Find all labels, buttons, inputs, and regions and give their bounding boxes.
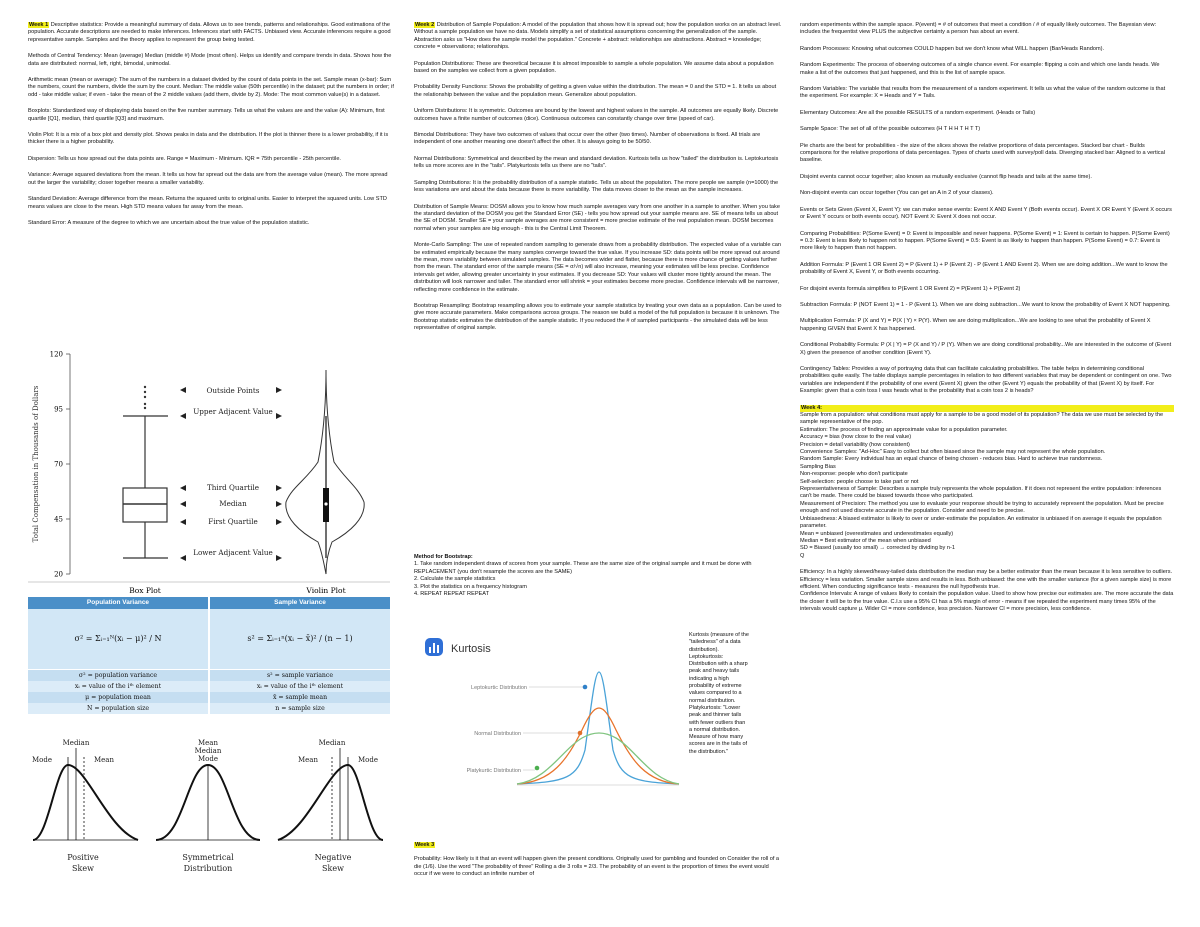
annotation-labels: [193, 386, 273, 557]
week4-highlight: Week 4:: [800, 405, 1174, 412]
paragraph: [800, 126, 1174, 133]
paragraph-text: random experiments within the sample space. P(event) = # of outcomes that meet a condition / # of equally likely outcomes. The Bayesian view: includes the frequentist view PLUS the subjective certainty a person has about an event.: [800, 22, 1157, 36]
population-variance-formula: σ² = Σᵢ₌₁ᴺ(xᵢ − μ)² / N: [28, 609, 208, 669]
paragraph: [800, 143, 1174, 165]
week4-line: Median = Best estimator of the mean when unbiased: [800, 537, 931, 544]
week4-line: Representativeness of Sample: Describes a sample truly represents the whole population. If it does not represent the entire population: inferences can't be made. There could be biased towards those who participated.: [800, 486, 1162, 500]
paragraph: [28, 53, 394, 68]
paragraph-text: Distribution of Sample Population: A model of the population that shows how it is spread out; how the population works on an abstract level. Without a sample population we have no data. Models simplify a set of statistical assumptions concerning the generalization of the sample. Abstraction asks us "How does the sample model the population." Concrete + abstract: relationships are abstractions. Abstract = knowledge; concrete = observations; relationships.: [414, 22, 782, 51]
neg-caption-2: Skew: [322, 864, 344, 873]
paragraph-text: Descriptive statistics: Provide a meaningful summary of data. Allows us to see trends, patterns and relationships. Good estimations of the population. Accurate descriptions are needed to make inferences. Inferences start with FACTS. Unbiased view. Accurate inferences require a good representative sample. Samples and the theory applies to represent the group being tested.: [28, 22, 391, 43]
y-axis-label: Total Compensation in Thousands of Dollars: [32, 385, 40, 543]
platykurtic-curve: [517, 733, 679, 784]
paragraph: [28, 196, 394, 211]
paragraph-text: Non-disjoint events can occur together (You can get an A in 2 of your classes).: [800, 190, 994, 197]
week4-section: [800, 405, 1174, 561]
y-tick-label: 70: [54, 460, 63, 469]
paragraph-text: Disjoint events cannot occur together; also known as mutually exclusive (cannot flip heads and tails at the same time).: [800, 173, 1092, 180]
paragraph: [414, 303, 782, 333]
label-median: Median: [219, 499, 247, 508]
leptokurtic-label: Leptokurtic Distribution: [471, 685, 527, 691]
paragraph-text: Comparing Probabilities: P(Some Event) = 0: Event is impossible and never happens. P(Some Event) = 1: Event is certain to happen. P(Some Event) = 0.3: Event is less likely to happen not to happen. P(Some Event) = 0.5: Event is as likely to happen than happen. P(Some Event) = 0.7: Event is more likely to happen than not happen.: [800, 230, 1170, 252]
efficiency-paragraph: Efficiency: In a highly skewed/heavy-tailed data distribution the median may be a better estimator than the mean because it is less sensitive to outliers. Efficiency = less variation. Smaller sample sizes and results in less. Both unbiased: the one with the smaller variance (for a given sample size) is more efficient. When conducting significance tests - measures the null hypothesis true.: [800, 569, 1173, 590]
week3-section: [414, 842, 782, 888]
paragraph: [800, 302, 1174, 309]
pos-caption-1: Positive: [67, 853, 99, 862]
week4-line: Measurement of Precision: The method you use to evaluate your response should be trying to accurately represent the population. Must be precise enough and not used discrete accurate in the population. Consider and need to be precise.: [800, 500, 1164, 515]
label-third-quartile: Third Quartile: [206, 483, 260, 492]
sample-variance-formula: s² = Σᵢ₌₁ⁿ(xᵢ − x̄)² / (n − 1): [210, 609, 390, 669]
sym-mean-label: Mean: [198, 739, 218, 747]
paragraph: [800, 22, 1174, 37]
paragraph-text: Random Experiments: The process of observing outcomes of a single chance event. For example: flipping a coin and which one lands heads. We make a list of the outcomes that just happened, and this is the list of sample space.: [800, 62, 1160, 76]
week4-line: Unbiasedness: A biased estimator is likely to over or under-estimate the population. An estimator is unbiased if on average it equals the population parameter.: [800, 515, 1162, 530]
paragraph: [414, 22, 782, 52]
paragraph: [414, 108, 782, 123]
paragraph-text: Bootstrap Resampling: Bootstrap resampling allows you to estimate your sample statistics by treating your own data as a population. Can be used to give more accurate parameters. Make comparisons across groups. The reason we build a model of the full population is because it is unknown. The Bootstrap statistic estimates the distribution of the sample statistic. If you reduced the # of sampled participants - the simulated data will be less representative of original sample.: [414, 302, 782, 332]
paragraph-text: Normal Distributions: Symmetrical and described by the mean and standard deviation. Kurtosis tells us how "tailed" the distribution is. Leptokurtosis tells us more scores are in the "tails". Platykurtosis tells us there are no "tails".: [414, 155, 779, 170]
sym-median-label: Median: [194, 747, 222, 755]
sample-row: s² = sample variance: [210, 670, 390, 681]
paragraph-text: Random Variables: The variable that results from the measurement of a random experiment. It tells us what the value of the random outcome is that the experiment. For example: X = Heads and Y = Tails.: [800, 86, 1166, 100]
week4-line: SD = Biased (usually too small) → corrected by dividing by n-1: [800, 545, 955, 552]
y-tick-label: 45: [54, 515, 63, 524]
paragraph-text: Addition Formula: P (Event 1 OR Event 2) = P (Event 1) + P (Event 2) - P (Event 1 AND Event 2). When we are doing addition...We want to know the probability of Event X, Event Y, or Both events occurring.: [800, 261, 1168, 276]
paragraph-text: Methods of Central Tendency: Mean (average) Median (middle #) Mode (most often). Helps us identify and compare trends in data. Shows how the data are distributed: normal, left, right, bimodal, unimodal.: [28, 53, 392, 67]
week4-line: Mean = unbiased (overestimates and underestimates equally): [800, 530, 954, 537]
bootstrap-step: 1. Take random independent draws of scores from your sample. These are the same size of the original sample and it must be done with REPLACEMENT (you don't resample the scores are the SAME): [414, 561, 752, 575]
paragraph: [28, 220, 394, 227]
week-highlight: Week 1: [29, 22, 49, 28]
pop-row: μ = population mean: [28, 692, 208, 703]
paragraph: [800, 62, 1174, 77]
paragraph-text: Bimodal Distributions: They have two outcomes of values that occur over the other (two times). Number of observations is fixed. All trials are independent of one another meaning one doesn't affect the other. It is always going to be 50/50.: [414, 132, 761, 146]
x-label-box-plot: Box Plot: [129, 586, 161, 595]
pop-row: σ² = population variance: [28, 670, 208, 681]
label-first-quartile: First Quartile: [208, 517, 258, 526]
column-2: [414, 22, 782, 342]
paragraph: [800, 262, 1174, 277]
paragraph-text: Distribution of Sample Means: DOSM allows you to know how much sample averages vary from one another in a sample to another. When you take the standard deviation of the DOSM you get the Standard Error (SE) - tells you how spread out your sample means are. SE of means tells us about the SE of DOSM. Smaller SE = your sample averages are more consistent = more precise estimate of the real population mean. DOSM becomes normal when your samples are big enough - this is the Central Limit Theorem.: [414, 203, 780, 232]
confidence-paragraph: Confidence Intervals: A range of values likely to contain the population value. Used to show how precise our estimates are. The more accurate the data the closer it will be to the true value. C.I.s use a 95% CI has a 5% margin of error - means if we repeated the experiment many times 95% of the intervals would capture μ. Wider CI = more confidence, less precision. Narrower CI = more precision, less confidence.: [800, 591, 1174, 613]
paragraph: [800, 207, 1174, 222]
neg-caption-1: Negative: [314, 853, 352, 862]
variance-table: [28, 597, 390, 717]
box-violin-plot: [28, 342, 390, 598]
pos-median-label: Median: [62, 739, 90, 747]
paragraph: [28, 156, 394, 163]
sym-caption-1: Symmetrical: [182, 853, 234, 862]
sample-row: x̄ = sample mean: [210, 692, 390, 703]
column-1: [28, 22, 394, 236]
week3-text: Probability: How likely is it that an event will happen given the present conditions. Originally used for gambling and founded on Consider the roll of a die (1/6). Use the word "The probability of three" Rolling a die 3 rolls = 2/3. The probability of an event is the proportion of times the event would occur if we were to conduct an infinite number of: [414, 856, 780, 878]
bootstrap-title: Method for Bootstrap:: [414, 554, 473, 560]
paragraph-text: Sample Space: The set of all of the possible outcomes (H T H H T H T T): [800, 126, 981, 133]
paragraph: [800, 174, 1174, 181]
kurtosis-title: Kurtosis: [451, 643, 491, 655]
paragraph: [28, 22, 394, 44]
paragraph: [800, 86, 1174, 101]
sample-row: xᵢ = value of the iᵗʰ element: [210, 681, 390, 692]
paragraph-text: Pie charts are the best for probabilities - the size of the slices shows the relative proportions of data percentages. Stacked bar chart - Builds comparisons for the relative proportions of data percentages. Types of charts used with survey/poll data. Diverging stacked bar: Aligned to a vertical baseline.: [800, 142, 1165, 164]
week4-line: Accuracy = bias (how close to the real value): [800, 434, 912, 441]
positive-skew-curve: [33, 765, 138, 840]
leptokurtic-curve: [517, 672, 679, 784]
y-tick-label: 20: [54, 570, 63, 579]
neg-median-label: Median: [318, 739, 346, 747]
header-population-variance: Population Variance: [28, 597, 208, 609]
kurtosis-note: Kurtosis (measure of the "tailedness" of a data distribution). Leptokurtosis: Distribution with a sharp peak and heavy tails indicating a high probability of extreme values compared to a normal distribution. Platykurtosis: "Lower peak and thinner tails with fewer outliers than a normal distribution. Measure of how many scores are in the tails of the distribution.": [689, 632, 749, 755]
platykurtic-label: Platykurtic Distribution: [466, 768, 521, 774]
paragraph-text: Violin Plot: It is a mix of a box plot and density plot. Shows peaks in data and the distribution. If the plot is thinner there is a lower probability, if it is thicker there is a higher probability.: [28, 132, 389, 146]
paragraph: [800, 318, 1174, 333]
paragraph: [800, 342, 1174, 357]
paragraph-text: Multiplication Formula: P (X and Y) = P(X | Y) × P(Y). When we are doing multiplication...We are looking to see what the probability of Event X happening GIVEN that Event X has happened.: [800, 318, 1151, 332]
week4-line: Non-response: people who don't participate: [800, 471, 908, 478]
box-plot: [123, 416, 168, 558]
paragraph-text: Boxplots: Standardized way of displaying data based on the five number summary. Tells us what the values are and the value (A): Minimum, first quartile [Q1], median, third quartile [Q3] and maximum.: [28, 108, 385, 122]
negative-skew-curve: [278, 765, 383, 840]
paragraph: [800, 46, 1174, 53]
pop-row: N = population size: [28, 703, 208, 714]
outside-points: [144, 386, 146, 409]
paragraph-text: Subtraction Formula: P (NOT Event 1) = 1 - P (Event 1). When we are doing subtraction...We want to know the probability of Event X NOT happening.: [800, 301, 1171, 308]
paragraph: [800, 190, 1174, 197]
normal-label: Normal Distribution: [474, 731, 521, 737]
week4-line: Sample from a population: what conditions must apply for a sample to be a good model of its population? The data we use must be selected by the sample representative of the pop.: [800, 412, 1164, 426]
week4-line: Q: [800, 552, 805, 559]
paragraph-text: Uniform Distributions: It is symmetric. Outcomes are bound by the lowest and highest values in the sample. All outcomes are equally likely. Discrete outcomes have a finite number of outcomes (dice). Continuous outcomes can constantly change over time (speed of car).: [414, 108, 779, 122]
neg-mean-label: Mean: [298, 756, 318, 764]
paragraph: [800, 110, 1174, 117]
pos-mode-label: Mode: [31, 756, 53, 764]
pos-mean-label: Mean: [94, 756, 114, 764]
paragraph-text: Arithmetic mean (mean or average): The sum of the numbers in a dataset divided by the count of data points in the set. Sample mean (x-bar): Sum the numbers, count the numbers, divide the sum by the count. Median: The middle value (50th percentile) in the dataset; put the numbers in order; if odd - take middle value; if even - take the mean of the 2 middle values (add them, divide by 2). Mode: The most common value(s) in a dataset.: [28, 77, 394, 98]
paragraph: [414, 84, 782, 99]
paragraph-text: Standard Deviation: Average difference from the mean. Returns the squared units to original units. Easier to interpret the squared units. Low STD means values are close to the mean. High STD means values far away from the mean.: [28, 196, 387, 210]
sym-mode-label: Mode: [197, 755, 219, 763]
paragraph-text: Variance: Average squared deviations from the mean. It tells us how far spread out the data are from the average value (mean). The more spread out the larger the variability; closer together means a smaller variability.: [28, 172, 388, 186]
paragraph-text: Probability Density Functions: Shows the probability of getting a given value within the distribution. The mean = 0 and the STD = 1. It tells us about the relationship between the value and the population mean. Generalize about population.: [414, 84, 777, 98]
paragraph-text: Population Distributions: These are theoretical because it is almost impossible to sample a whole population. We assume data about a population based on the samples we collect from a given population.: [414, 60, 774, 75]
pos-caption-2: Skew: [72, 864, 94, 873]
x-label-violin-plot: Violin Plot: [306, 586, 346, 595]
violin-shape: [286, 370, 364, 574]
paragraph: [28, 108, 394, 123]
violin-median: [324, 502, 327, 505]
paragraph-text: Standard Error: A measure of the degree to which we are uncertain about the true value of the population statistic.: [28, 219, 310, 226]
neg-mode-label: Mode: [357, 756, 379, 764]
week4-line: Sampling Bias: [800, 463, 836, 470]
week4-line: Convenience Samples: "Ad-Hoc" Easy to collect but often biased since the sample may not represent the whole population.: [800, 449, 1106, 456]
label-upper-adjacent: Upper Adjacent Value: [193, 407, 273, 416]
paragraph: [28, 132, 394, 147]
skew-diagrams: [28, 735, 390, 885]
week4-line: Random Sample: Every individual has an equal chance of being chosen - reduces bias. Hard to achieve true randomness.: [800, 456, 1103, 463]
paragraph: [414, 61, 782, 76]
paragraph: [800, 286, 1174, 293]
paragraph: [800, 231, 1174, 253]
sample-row: n = sample size: [210, 703, 390, 714]
week4-line: Self-selection: people choose to take part or not: [800, 478, 919, 485]
paragraph-text: Contingency Tables: Provides a way of portraying data that can facilitate calculating probabilities. The table helps in determining conditional probabilities quite easily. The table displays sample percentages in relation to two different variables that may be dependent or contingent on one. Two variables are independent if the probability of one event (Event X) given the other (Event Y) equals the probability of that (Event X) by itself. For Example: given that a coin toss I was heads what is the probability that a coin toss 2 is heads?: [800, 365, 1172, 395]
paragraph: [414, 242, 782, 294]
pop-row: xᵢ = value of the iᵗʰ element: [28, 681, 208, 692]
paragraph: [414, 132, 782, 147]
bootstrap-method: [414, 554, 782, 598]
paragraph: [28, 77, 394, 99]
paragraph-text: For disjoint events formula simplifies to P(Event 1 OR Event 2) = P(Event 1) + P(Event 2): [800, 285, 1021, 292]
paragraph-text: Dispersion: Tells us how spread out the data points are. Range = Maximum - Minimum. IQR = 75th percentile - 25th percentile.: [28, 155, 341, 162]
paragraph-text: Events or Sets Given (Event X, Event Y): we can make sense events: Event X AND Event Y (Both events occur). Event X OR Event Y (Event X occurs or Event Y occurs or both events occur). NOT Event X: Event X does not occur.: [800, 206, 1172, 221]
sym-caption-2: Distribution: [183, 864, 233, 873]
header-sample-variance: Sample Variance: [210, 597, 390, 609]
y-tick-label: 120: [49, 350, 63, 359]
y-tick-label: 95: [54, 405, 63, 414]
bootstrap-step: 2. Calculate the sample statistics: [414, 576, 496, 583]
paragraph-text: Random Processes: Knowing what outcomes COULD happen but we don't know what WILL happen (Bar/Heads Random).: [800, 45, 1105, 52]
paragraph-text: Monte-Carlo Sampling: The use of repeated random sampling to generate draws from a probability distribution. The expected value of a variable can be estimated empirically because the many samples converge toward the true value. If you increase SD: data points will be more spread out around the mean, more variability between simulated samples. The data becomes wider and flatter, because there is more chance of getting values further from the mean. The standard error of the sample means (SE = σ/√n) will also increase, meaning your estimates will be less precise. Confidence intervals get wider, allowing greater uncertainty in your estimates. If you decrease SD: Your values will cluster more tightly around the mean. The distribution will look narrower and taller. The standard error will shrink = your estimates become more precise. Confidence intervals will be narrower, reflecting more confidence in the estimate.: [414, 242, 782, 293]
week4-line: Precision = detail variability (how consistent): [800, 441, 910, 448]
paragraph-text: Sampling Distributions: It is the probability distribution of a sample statistic. Tells us about the population. The more people we sample (n=1000) the less variations are and about the data because there is more variability. The data moves closer to the mean as the sample increases.: [414, 179, 779, 194]
paragraph-text: Elementary Outcomes: Are all the possible RESULTS of a random experiment. (Heads or Tails): [800, 109, 1036, 116]
y-ticks: [50, 351, 70, 579]
paragraph: [28, 172, 394, 187]
paragraph: [414, 180, 782, 195]
paragraph: [414, 156, 782, 171]
week4-line: Estimation: The process of finding an approximate value for a population parameter.: [800, 426, 1008, 433]
paragraph: [800, 366, 1174, 396]
paragraph-text: Conditional Probability Formula: P (X | Y) = P (X and Y) / P (Y). When we are doing conditional probability...We are interested in the outcome of (Event X) given the presence of another condition (Event Y).: [800, 342, 1172, 356]
column-3: [800, 22, 1174, 614]
bootstrap-step: 4. REPEAT REPEAT REPEAT: [414, 591, 490, 598]
paragraph: [414, 204, 782, 234]
week-highlight: Week 2: [415, 22, 435, 28]
bootstrap-step: 3. Plot the statistics on a frequency histogram: [414, 583, 527, 590]
week3-highlight: Week 3: [415, 842, 435, 848]
label-outside-points: Outside Points: [206, 386, 260, 395]
label-lower-adjacent: Lower Adjacent Value: [193, 548, 273, 557]
kurtosis-figure: [417, 630, 799, 793]
